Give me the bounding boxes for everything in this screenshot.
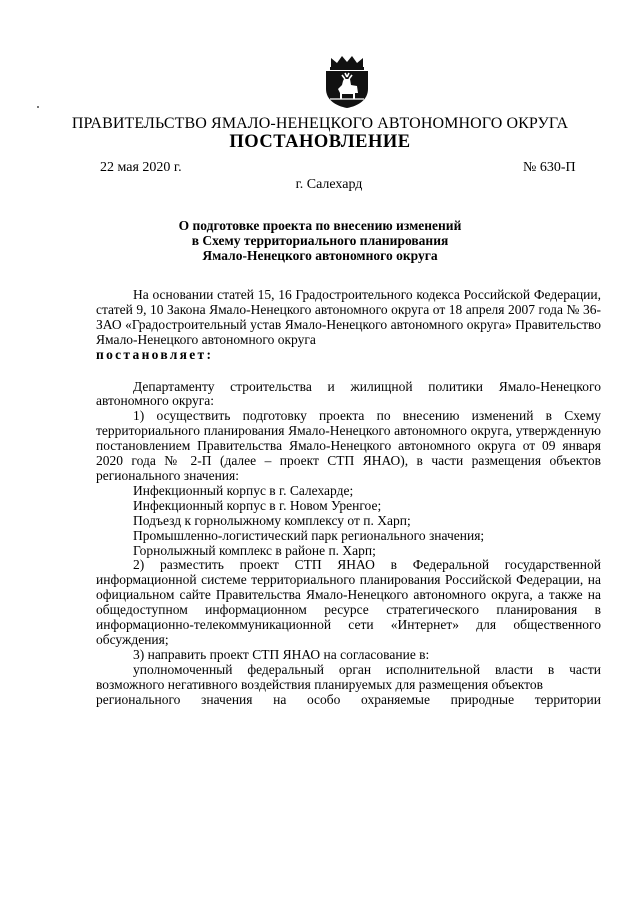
object-list-item: Инфекционный корпус в г. Новом Уренгое; — [133, 497, 382, 513]
coat-of-arms-icon — [322, 55, 372, 109]
document-city: г. Салехард — [295, 177, 363, 192]
document-date: 22 мая 2020 г. — [100, 160, 182, 175]
resolves-word: постановляет: — [96, 346, 214, 362]
item-1-paragraph: 1) осуществить подготовку проекта по внесению изменений в Схему территориального планирования Ямало-Ненецкого автономного округа, утвержденную постановлением Правительства Ямало-Ненецкого автономного округа от 09 января 2020 года № 2-П (далее – проект СТП ЯНАО), в части размещения объектов регионального значения: — [96, 408, 601, 483]
object-list-item: Инфекционный корпус в г. Салехарде; — [133, 482, 354, 498]
intro-text: На основании статей 15, 16 Градостроительного кодекса Российской Федерации, статей 9, 10 Закона Ямало-Ненецкого автономного округа от 18 апреля 2007 года № 36-ЗАО «Градостроительный устав Ямало-Ненецкого автономного округа» Правительство Ямало-Ненецкого автономного округа — [96, 287, 601, 347]
item-2-paragraph: 2) разместить проект СТП ЯНАО в Федеральной государственной информационной системе территориального планирования Российской Федерации, на официальном сайте Правительства Ямало-Ненецкого автономного округа, а также на общедоступном информационном ресурсе стратегического планирования в информационно-телекоммуникационной сети «Интернет» для общественного обсуждения; — [96, 557, 601, 647]
document-type: ПОСТАНОВЛЕНИЕ — [229, 132, 411, 152]
object-list-item: Промышленно-логистический парк регионального значения; — [133, 527, 485, 543]
intro-paragraph — [96, 288, 601, 348]
item-3-body: уполномоченный федеральный орган исполнительной власти в части возможного негативного воздействия планируемых для размещения объектов — [96, 661, 601, 692]
scan-dot — [37, 106, 39, 108]
resolves-line — [96, 348, 601, 363]
title-line: в Схему территориального планирования — [191, 233, 449, 248]
document-title — [0, 218, 640, 263]
item-3-tail: регионального значения на особо охраняемые природные территории — [96, 691, 601, 707]
title-line: Ямало-Ненецкого автономного округа — [202, 248, 438, 263]
object-list-item: Горнолыжный комплекс в районе п. Харп; — [133, 542, 376, 558]
document-body — [96, 288, 601, 707]
item-3-paragraph: 3) направить проект СТП ЯНАО на согласование в: — [133, 646, 430, 662]
department-paragraph: Департаменту строительства и жилищной политики Ямало-Ненецкого автономного округа: — [96, 378, 601, 409]
document-number: № 630-П — [523, 160, 576, 175]
object-list-item: Подъезд к горнолыжному комплексу от п. Харп; — [133, 512, 411, 528]
government-name: ПРАВИТЕЛЬСТВО ЯМАЛО-НЕНЕЦКОГО АВТОНОМНОГО ОКРУГА — [71, 115, 569, 132]
title-line: О подготовке проекта по внесению изменений — [178, 218, 462, 233]
